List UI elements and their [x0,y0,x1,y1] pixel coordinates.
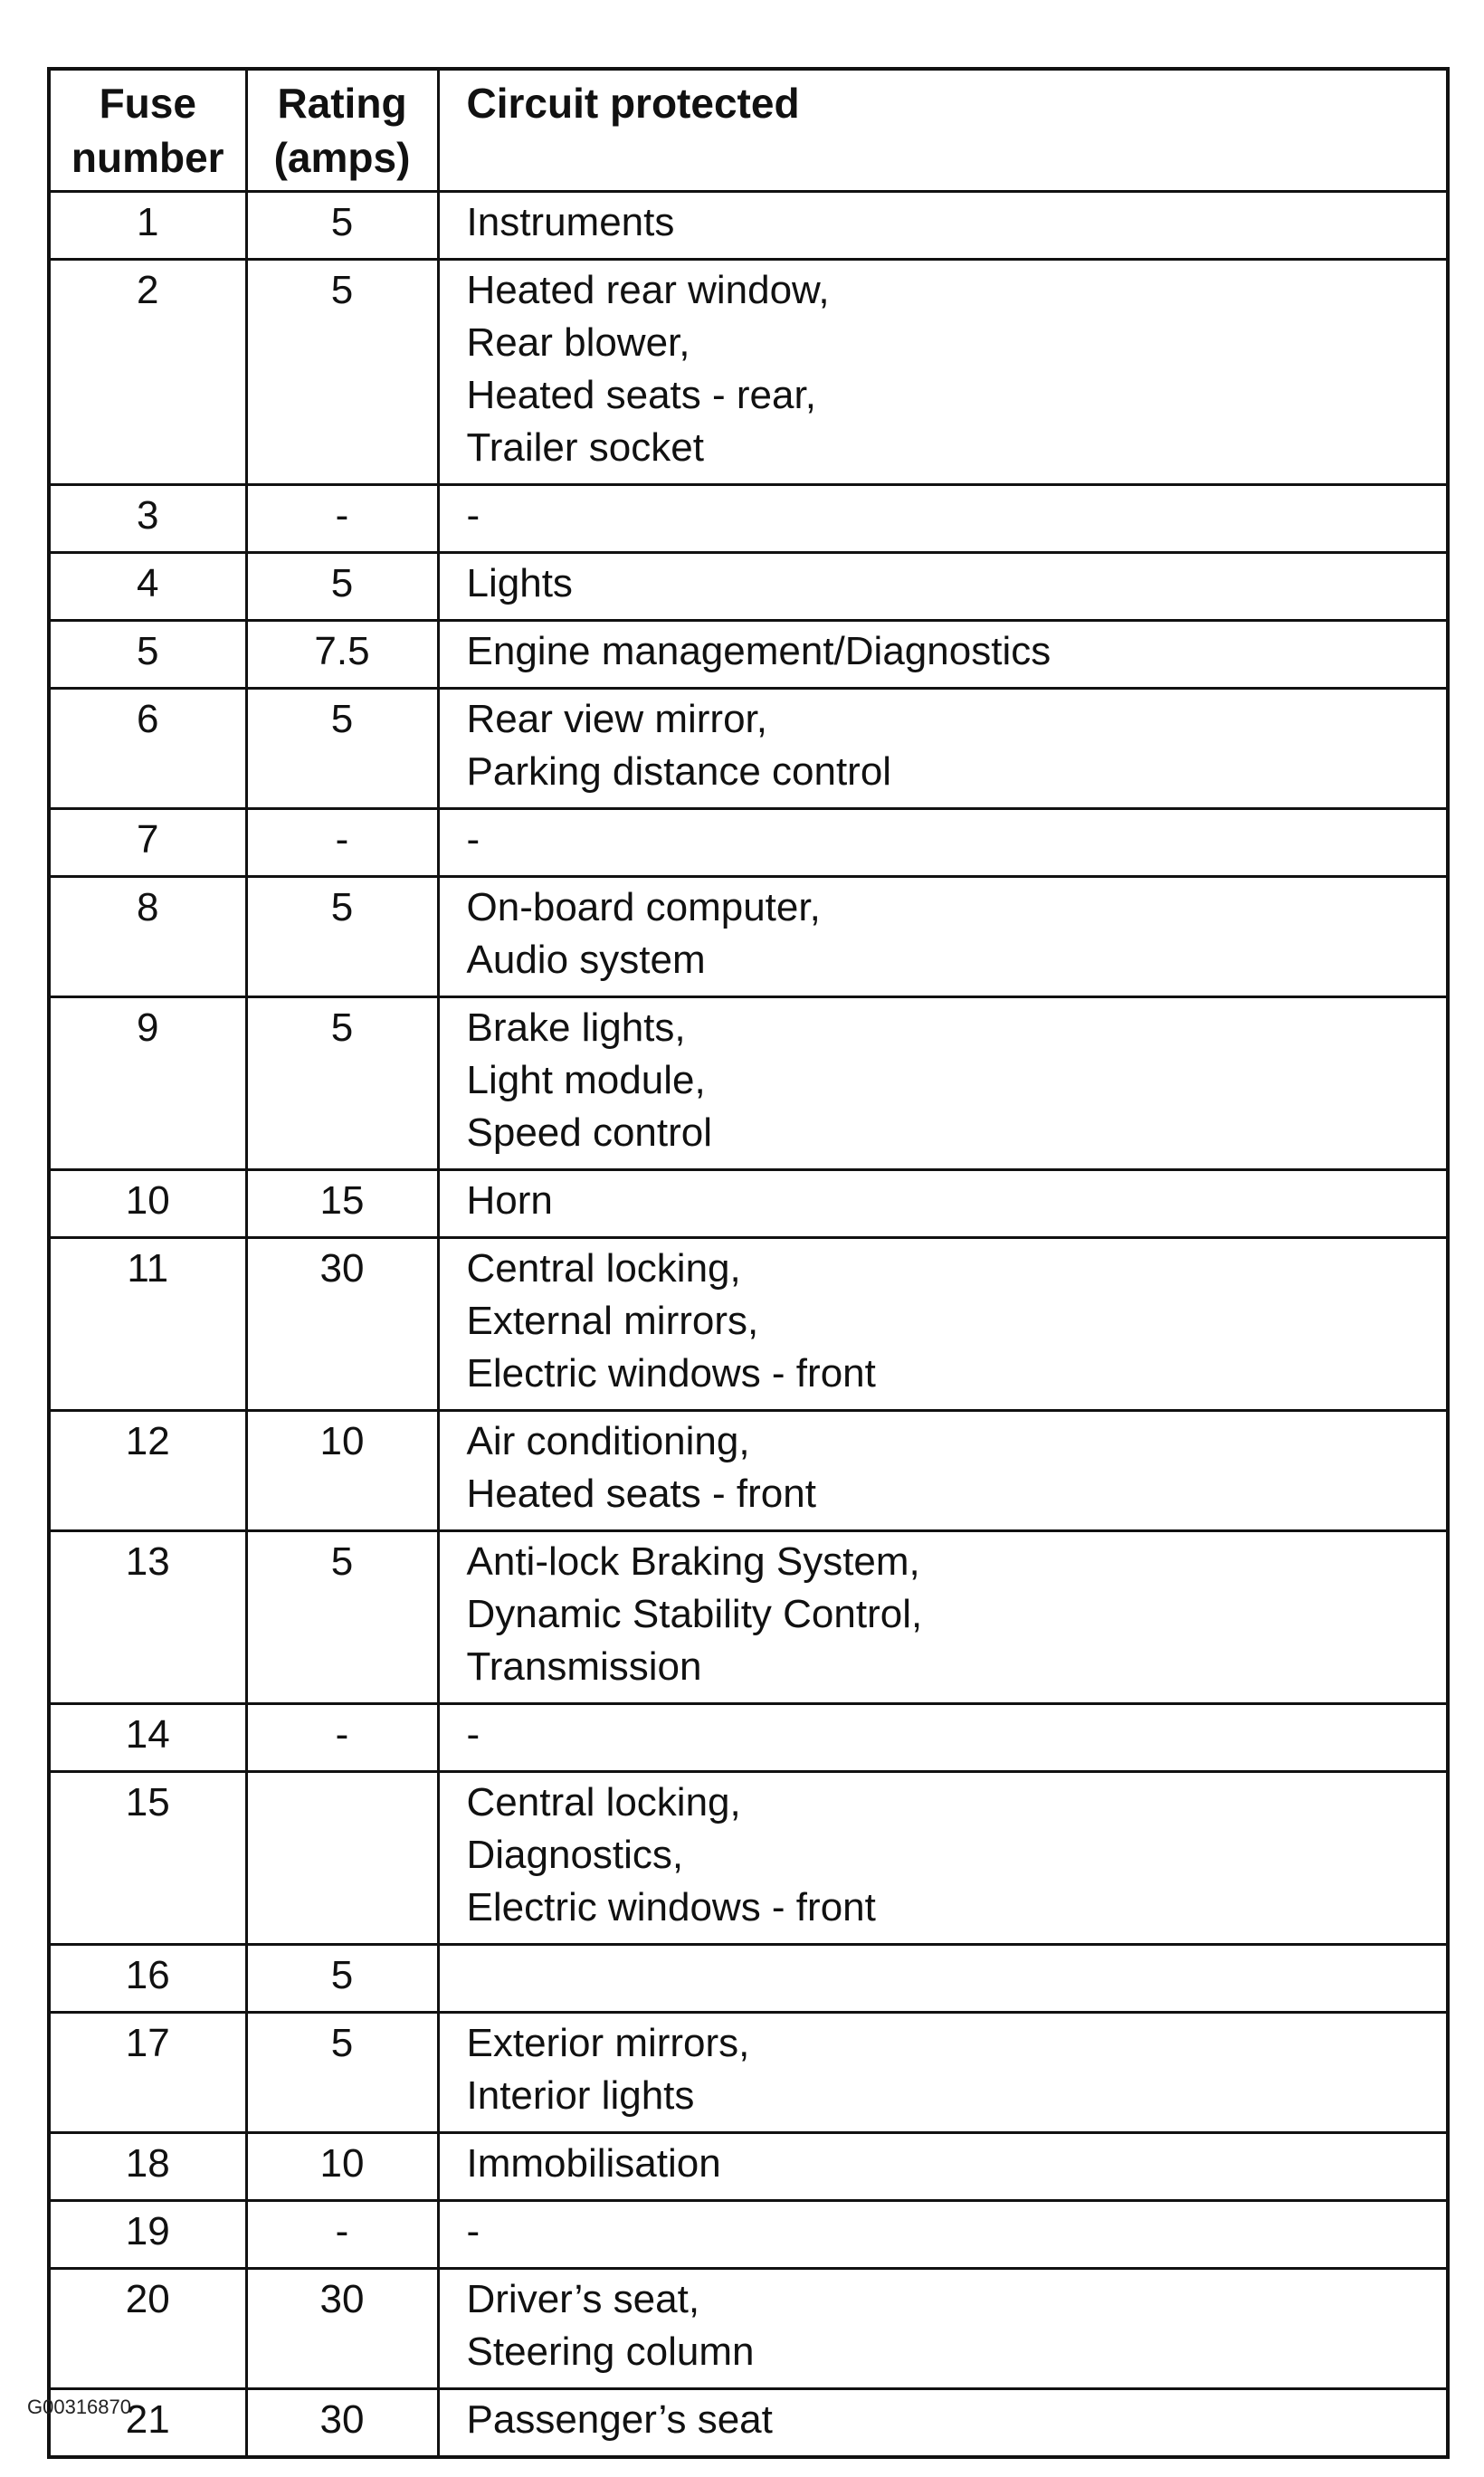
circuit-line: Trailer socket [466,425,704,470]
table-row [49,553,1448,621]
header-fuse-number [49,69,246,192]
circuit-cell [438,689,1448,809]
circuit-line: Horn [466,1178,553,1223]
circuit-cell [438,2133,1448,2201]
table-row [49,1945,1448,2013]
fuse-table [47,67,1450,2459]
table-row [49,1238,1448,1411]
table-row [49,621,1448,689]
circuit-cell [438,2389,1448,2458]
fuse-number-cell: 16 [49,1945,246,2013]
rating-cell: 5 [246,2013,438,2133]
circuit-line: Heated rear window, [466,268,830,312]
circuit-cell [438,192,1448,260]
rating-cell [246,1772,438,1945]
circuit-cell [438,621,1448,689]
rating-cell: 5 [246,553,438,621]
circuit-cell [438,1411,1448,1531]
fuse-number-cell: 8 [49,877,246,997]
circuit-line: Central locking, [466,1780,741,1824]
circuit-line: Air conditioning, [466,1419,750,1463]
rating-cell: 30 [246,1238,438,1411]
rating-cell: 5 [246,877,438,997]
table-row [49,689,1448,809]
rating-cell: 30 [246,2389,438,2458]
circuit-line: Audio system [466,938,706,982]
fuse-number-cell: 20 [49,2269,246,2389]
fuse-number-cell: 19 [49,2201,246,2269]
circuit-cell [438,2013,1448,2133]
table-row [49,1704,1448,1772]
table-row [49,192,1448,260]
fuse-number-cell: 10 [49,1170,246,1238]
circuit-line: Rear view mirror, [466,697,767,741]
circuit-line: Parking distance control [466,749,892,794]
circuit-line: Immobilisation [466,2141,721,2186]
rating-cell: 5 [246,260,438,485]
circuit-cell [438,1945,1448,2013]
header-fuse-number-line-2: number [71,134,224,181]
fuse-number-cell: 11 [49,1238,246,1411]
table-row [49,485,1448,553]
circuit-cell [438,260,1448,485]
circuit-cell [438,485,1448,553]
header-rating [246,69,438,192]
table-row [49,1170,1448,1238]
circuit-line: Light module, [466,1058,706,1102]
rating-cell: - [246,485,438,553]
circuit-cell [438,553,1448,621]
table-row [49,2389,1448,2458]
rating-cell: 5 [246,997,438,1170]
circuit-line: Transmission [466,1644,702,1689]
circuit-line: Anti-lock Braking System, [466,1539,920,1584]
circuit-line: Lights [466,561,573,605]
circuit-line: Instruments [466,200,675,244]
circuit-line: Dynamic Stability Control, [466,1592,923,1636]
circuit-line: - [466,2209,480,2253]
circuit-line: Electric windows - front [466,1351,876,1396]
table-row [49,997,1448,1170]
circuit-line: External mirrors, [466,1299,759,1343]
fuse-number-cell: 6 [49,689,246,809]
fuse-number-cell: 12 [49,1411,246,1531]
table-row [49,1411,1448,1531]
rating-cell: 30 [246,2269,438,2389]
rating-cell: - [246,1704,438,1772]
circuit-cell [438,809,1448,877]
figure-id-caption: G00316870 [27,2396,131,2418]
circuit-line: Engine management/Diagnostics [466,629,1051,673]
rating-cell: 5 [246,1945,438,2013]
fuse-number-cell: 14 [49,1704,246,1772]
fuse-number-cell: 13 [49,1531,246,1704]
fuse-number-cell: 21 [49,2389,246,2458]
circuit-line: - [466,1712,480,1757]
rating-cell: 5 [246,689,438,809]
table-row [49,2269,1448,2389]
circuit-line: Speed control [466,1110,713,1155]
fuse-number-cell: 18 [49,2133,246,2201]
rating-cell: - [246,809,438,877]
rating-cell: 7.5 [246,621,438,689]
circuit-cell [438,1704,1448,1772]
table-body [49,192,1448,2458]
fuse-number-cell: 9 [49,997,246,1170]
circuit-line: - [466,493,480,538]
fuse-number-cell: 4 [49,553,246,621]
fuse-number-cell: 1 [49,192,246,260]
circuit-line: On-board computer, [466,885,821,929]
fuse-number-cell: 7 [49,809,246,877]
circuit-line: Passenger’s seat [466,2397,773,2442]
circuit-cell [438,1531,1448,1704]
circuit-line: Central locking, [466,1246,741,1291]
circuit-line: Heated seats - rear, [466,373,816,417]
rating-cell: 5 [246,192,438,260]
fuse-number-cell: 17 [49,2013,246,2133]
table-row [49,809,1448,877]
fuse-number-cell: 5 [49,621,246,689]
rating-cell: 5 [246,1531,438,1704]
table-row [49,1531,1448,1704]
table-row [49,877,1448,997]
circuit-line: Heated seats - front [466,1472,816,1516]
circuit-cell [438,877,1448,997]
circuit-cell [438,1772,1448,1945]
fuse-number-cell: 3 [49,485,246,553]
circuit-line: Diagnostics, [466,1833,684,1877]
circuit-line [467,1949,1440,2002]
rating-cell: - [246,2201,438,2269]
table-header [49,69,1448,192]
circuit-cell [438,997,1448,1170]
table-row [49,2201,1448,2269]
rating-cell: 10 [246,1411,438,1531]
circuit-line: Driver’s seat, [466,2277,700,2321]
table-row [49,260,1448,485]
circuit-cell [438,1238,1448,1411]
circuit-line: Exterior mirrors, [466,2021,750,2065]
rating-cell: 15 [246,1170,438,1238]
header-circuit-label: Circuit protected [466,80,800,127]
header-rating-line-2: (amps) [273,134,411,181]
header-circuit-protected [438,69,1448,192]
circuit-line: Electric windows - front [466,1885,876,1929]
fuse-number-cell: 15 [49,1772,246,1945]
header-fuse-number-line-1: Fuse [99,80,196,127]
circuit-line: Steering column [466,2329,755,2374]
circuit-cell [438,1170,1448,1238]
circuit-cell [438,2269,1448,2389]
table-row [49,2133,1448,2201]
fuse-number-cell: 2 [49,260,246,485]
circuit-line: Rear blower, [466,320,690,365]
header-row [49,69,1448,192]
rating-cell: 10 [246,2133,438,2201]
circuit-line: Brake lights, [466,1005,686,1050]
circuit-line: Interior lights [466,2073,695,2118]
header-rating-line-1: Rating [277,80,407,127]
circuit-cell [438,2201,1448,2269]
table-row [49,2013,1448,2133]
table-row [49,1772,1448,1945]
circuit-line: - [466,817,480,862]
